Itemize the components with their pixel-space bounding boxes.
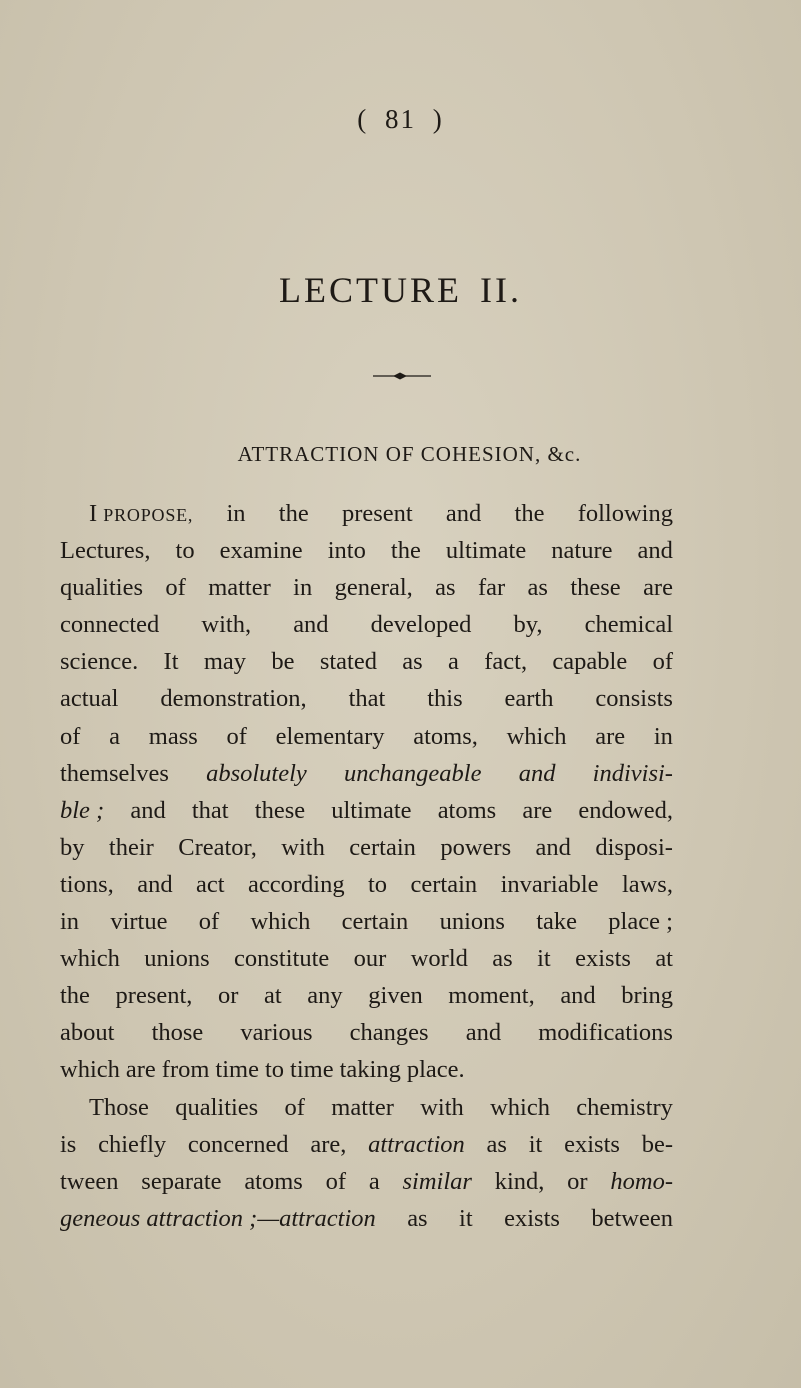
- text-word: of: [198, 908, 220, 936]
- text-word: with: [420, 1093, 464, 1121]
- text-line: [60, 606, 673, 643]
- text-word: unions: [439, 908, 505, 936]
- text-line: [60, 792, 673, 829]
- text-word: modifications: [538, 1019, 673, 1047]
- text-word: from: [161, 1056, 210, 1084]
- text-word: far: [477, 574, 506, 602]
- text-word: and: [137, 870, 173, 898]
- text-word: stated: [319, 648, 377, 676]
- text-word: of: [226, 722, 247, 750]
- text-word: at: [264, 982, 282, 1010]
- text-word: following: [577, 500, 673, 527]
- text-line: [60, 940, 673, 977]
- text-word: as: [527, 574, 548, 602]
- text-word: powers: [440, 833, 512, 861]
- text-word: mass: [148, 722, 198, 750]
- text-word: ble ;: [60, 796, 105, 824]
- text-word: that: [191, 796, 229, 824]
- section-heading: ATTRACTION OF COHESION, &c.: [237, 442, 582, 466]
- text-word: as: [402, 648, 423, 676]
- text-word: of: [284, 1093, 305, 1121]
- text-word: world: [410, 945, 468, 973]
- text-word: any: [307, 982, 343, 1010]
- text-word: or: [218, 982, 239, 1010]
- text-word: absolutely: [206, 759, 307, 787]
- text-word: as: [435, 574, 456, 602]
- text-word: connected: [60, 611, 160, 639]
- text-word: geneous attraction ;—attraction: [60, 1204, 376, 1232]
- text-word: unions: [144, 945, 210, 973]
- text-word: atoms: [437, 796, 497, 824]
- text-word: certain: [341, 908, 409, 936]
- text-word: disposi-: [595, 833, 673, 861]
- text-word: it: [528, 1130, 543, 1158]
- divider-ornament: [373, 371, 431, 381]
- text-word: atoms,: [413, 722, 478, 750]
- text-word: laws,: [621, 870, 673, 898]
- text-line: [60, 569, 673, 606]
- text-word: general,: [334, 574, 413, 602]
- text-word: chemistry: [576, 1093, 673, 1121]
- text-word: earth: [504, 685, 554, 713]
- text-word: which: [60, 1056, 120, 1084]
- text-line: [60, 903, 673, 940]
- lecture-title: LECTURE II.: [279, 270, 522, 310]
- text-word: of: [325, 1167, 347, 1195]
- text-word: atoms: [244, 1167, 303, 1195]
- text-word: to: [264, 1056, 285, 1084]
- text-line: [60, 866, 673, 903]
- text-word: separate: [141, 1167, 222, 1195]
- text-word: at: [655, 945, 673, 973]
- text-line: [60, 1126, 673, 1163]
- text-line: [60, 1200, 673, 1237]
- text-word: bring: [621, 982, 673, 1010]
- text-word: various: [240, 1019, 313, 1047]
- text-word: are,: [310, 1130, 347, 1158]
- text-word: and: [637, 537, 673, 565]
- text-word: place ;: [608, 908, 673, 936]
- text-word: Lectures,: [60, 537, 151, 565]
- text-word: time: [290, 1056, 334, 1084]
- text-word: concerned: [187, 1130, 289, 1158]
- text-word: and: [560, 982, 596, 1010]
- text-word: moment,: [448, 982, 535, 1010]
- text-word: be: [271, 648, 295, 676]
- text-line: [60, 977, 673, 1014]
- text-word: attraction: [368, 1130, 465, 1158]
- text-word: as: [492, 945, 513, 973]
- text-word: in: [226, 500, 246, 527]
- text-word: that: [348, 685, 386, 713]
- text-word: qualities: [175, 1093, 259, 1121]
- text-word: by: [60, 833, 85, 861]
- text-word: a: [109, 722, 121, 750]
- text-line: [60, 1014, 673, 1051]
- text-word: between: [591, 1204, 673, 1232]
- text-word: in: [60, 908, 80, 936]
- text-word: matter: [331, 1093, 394, 1121]
- text-word: are: [522, 796, 553, 824]
- text-word: I PROPOSE,: [89, 500, 194, 527]
- text-word: qualities: [60, 574, 144, 602]
- text-word: which: [60, 945, 120, 973]
- text-word: in: [653, 722, 673, 750]
- text-word: actual: [60, 685, 119, 713]
- text-word: changes: [349, 1019, 429, 1047]
- text-word: are: [125, 1056, 156, 1084]
- text-word: into: [327, 537, 366, 565]
- text-word: which: [506, 722, 567, 750]
- text-word: capable: [552, 648, 628, 676]
- text-word: indivisi-: [592, 759, 673, 787]
- text-word: of: [60, 722, 81, 750]
- text-line: [60, 643, 673, 680]
- text-word: Those: [89, 1093, 149, 1121]
- text-word: take: [536, 908, 578, 936]
- text-word: developed: [370, 611, 472, 639]
- text-word: taking: [339, 1056, 401, 1084]
- text-line: [60, 532, 673, 569]
- text-word: demonstration,: [160, 685, 307, 713]
- text-word: their: [108, 833, 154, 861]
- text-word: ultimate: [445, 537, 527, 565]
- text-word: with: [281, 833, 325, 861]
- text-word: the: [278, 500, 309, 527]
- text-word: place.: [406, 1056, 465, 1084]
- text-word: endowed,: [578, 796, 673, 824]
- text-word: It: [163, 648, 179, 676]
- text-word: the: [390, 537, 421, 565]
- body-text: [60, 495, 673, 1237]
- text-word: certain: [410, 870, 478, 898]
- text-word: kind,: [494, 1167, 545, 1195]
- text-word: with,: [201, 611, 252, 639]
- text-word: fact,: [484, 648, 528, 676]
- text-word: similar: [402, 1167, 472, 1195]
- text-word: a: [368, 1167, 380, 1195]
- text-word: according: [247, 870, 345, 898]
- text-word: certain: [349, 833, 416, 861]
- text-word: and: [445, 500, 482, 527]
- text-word: present: [341, 500, 413, 527]
- text-word: the: [60, 982, 90, 1010]
- text-word: as: [407, 1204, 428, 1232]
- text-line: [60, 755, 673, 792]
- text-word: and: [293, 611, 329, 639]
- text-word: may: [203, 648, 247, 676]
- text-word: of: [652, 648, 673, 676]
- text-word: are: [595, 722, 626, 750]
- text-line: [60, 1051, 673, 1088]
- text-word: these: [254, 796, 306, 824]
- text-word: matter: [208, 574, 271, 602]
- text-word: nature: [551, 537, 613, 565]
- text-word: examine: [219, 537, 303, 565]
- text-word: chemical: [584, 611, 673, 639]
- text-word: our: [353, 945, 387, 973]
- text-word: in: [293, 574, 313, 602]
- text-word: chiefly: [98, 1130, 167, 1158]
- text-word: as: [486, 1130, 507, 1158]
- text-word: and: [130, 796, 166, 824]
- text-line: [60, 829, 673, 866]
- text-word: these: [570, 574, 621, 602]
- text-word: given: [368, 982, 423, 1010]
- text-word: those: [151, 1019, 204, 1047]
- text-word: consists: [595, 685, 673, 713]
- text-word: and: [535, 833, 571, 861]
- text-word: which: [250, 908, 311, 936]
- text-word: Creator,: [178, 833, 257, 861]
- text-word: which: [490, 1093, 550, 1121]
- text-word: or: [567, 1167, 588, 1195]
- text-word: virtue: [110, 908, 168, 936]
- text-word: and: [465, 1019, 502, 1047]
- text-word: exists: [504, 1204, 560, 1232]
- text-word: time: [215, 1056, 259, 1084]
- text-word: present,: [115, 982, 193, 1010]
- text-word: exists: [564, 1130, 620, 1158]
- text-word: tween: [60, 1167, 119, 1195]
- text-line: [60, 1089, 673, 1126]
- text-word: this: [427, 685, 463, 713]
- text-word: themselves: [60, 759, 169, 787]
- text-word: constitute: [234, 945, 330, 973]
- text-line: [60, 680, 673, 717]
- text-word: and: [518, 759, 556, 787]
- text-word: invariable: [500, 870, 599, 898]
- text-word: elementary: [275, 722, 385, 750]
- text-word: to: [368, 870, 388, 898]
- text-word: tions,: [60, 870, 114, 898]
- text-word: it: [459, 1204, 473, 1232]
- text-word: of: [165, 574, 186, 602]
- text-word: act: [196, 870, 225, 898]
- text-word: science.: [60, 648, 139, 676]
- text-word: be-: [641, 1130, 673, 1158]
- page-number: ( 81 ): [357, 104, 444, 134]
- text-line: [60, 495, 673, 532]
- text-word: homo-: [610, 1167, 673, 1195]
- text-word: to: [175, 537, 195, 565]
- text-word: about: [60, 1019, 115, 1047]
- text-word: a: [448, 648, 459, 676]
- text-word: are: [643, 574, 673, 602]
- text-word: exists: [575, 945, 631, 973]
- text-word: unchangeable: [344, 759, 482, 787]
- text-word: is: [60, 1130, 77, 1158]
- text-line: [60, 1163, 673, 1200]
- text-word: the: [514, 500, 545, 527]
- text-word: ultimate: [331, 796, 412, 824]
- text-word: by,: [513, 611, 543, 639]
- text-word: it: [537, 945, 551, 973]
- text-line: [60, 718, 673, 755]
